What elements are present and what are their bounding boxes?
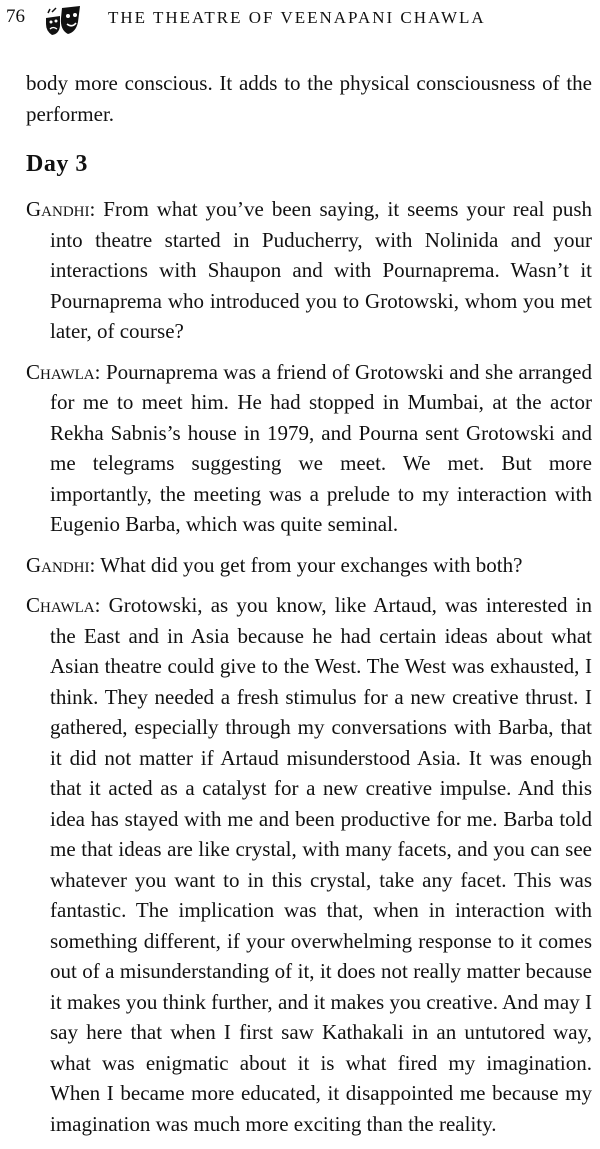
section-heading: Day 3 <box>26 151 88 177</box>
running-title: THE THEATRE OF VEENAPANI CHAWLA <box>108 8 486 27</box>
dialogue-text: What did you get from your exchanges with both? <box>95 552 523 577</box>
speaker-name: Gandhi: <box>26 552 96 577</box>
dialogue-paragraph <box>26 194 592 347</box>
speaker-name: Chawla: <box>26 593 101 617</box>
running-header <box>6 6 600 36</box>
dialogue-text: Pournaprema was a friend of Grotowski and she arranged for me to meet him. He had stopped in Mumbai, at the actor Rekha Sabnis’s house in 1979, and Pourna sent Grotowski and me telegrams suggesting we meet. We met. But more importantly, the meeting was a prelude to my interaction with Eugenio Barba, which was quite seminal. <box>50 359 592 536</box>
dialogue-paragraph <box>26 357 592 540</box>
speaker-name: Chawla: <box>26 359 101 384</box>
dialogue-text: From what you’ve been saying, it seems your real push into theatre started in Puducherry, with Nolinida and your interactions with Shaupon and with Pournaprema. Wasn’t it Pournaprema who introduced you to Grotowski, whom you met later, of course? <box>50 197 592 343</box>
dialogue-paragraph <box>26 550 592 581</box>
theatre-masks-icon <box>42 4 86 40</box>
speaker-name: Gandhi: <box>26 197 96 221</box>
page-number: 76 <box>6 6 25 27</box>
page-body <box>26 68 592 1149</box>
continuation-paragraph: body more conscious. It adds to the physical consciousness of the performer. <box>26 71 592 126</box>
dialogue-text: Grotowski, as you know, like Artaud, was interested in the East and in Asia because he had certain ideas about what Asian theatre could give to the West. The West was exhausted, I think. They needed a fresh stimulus for a new creative thrust. I gathered, especially through my conversations with Barba, that it did not matter if Artaud misunderstood Asia. It was enough that it acted as a catalyst for a new creative impulse. And this idea has stayed with me and been productive for me. Barba told me that ideas are like crystal, with many facets, and you can see whatever you want to in this crystal, take any facet. This was fantastic. The implication was that, when in interaction with something different, if your overwhelming response to it comes out of a misunderstanding of it, it does not really matter because it makes you think further, and it makes you creative. And may I say here that when I first saw Kathakali in an untutored way, what was enigmatic about it is what fired my imagination. When I became more educated, it disappointed me because my imagination was much more exciting than the reality. <box>50 593 592 1136</box>
dialogue-paragraph <box>26 590 592 1139</box>
